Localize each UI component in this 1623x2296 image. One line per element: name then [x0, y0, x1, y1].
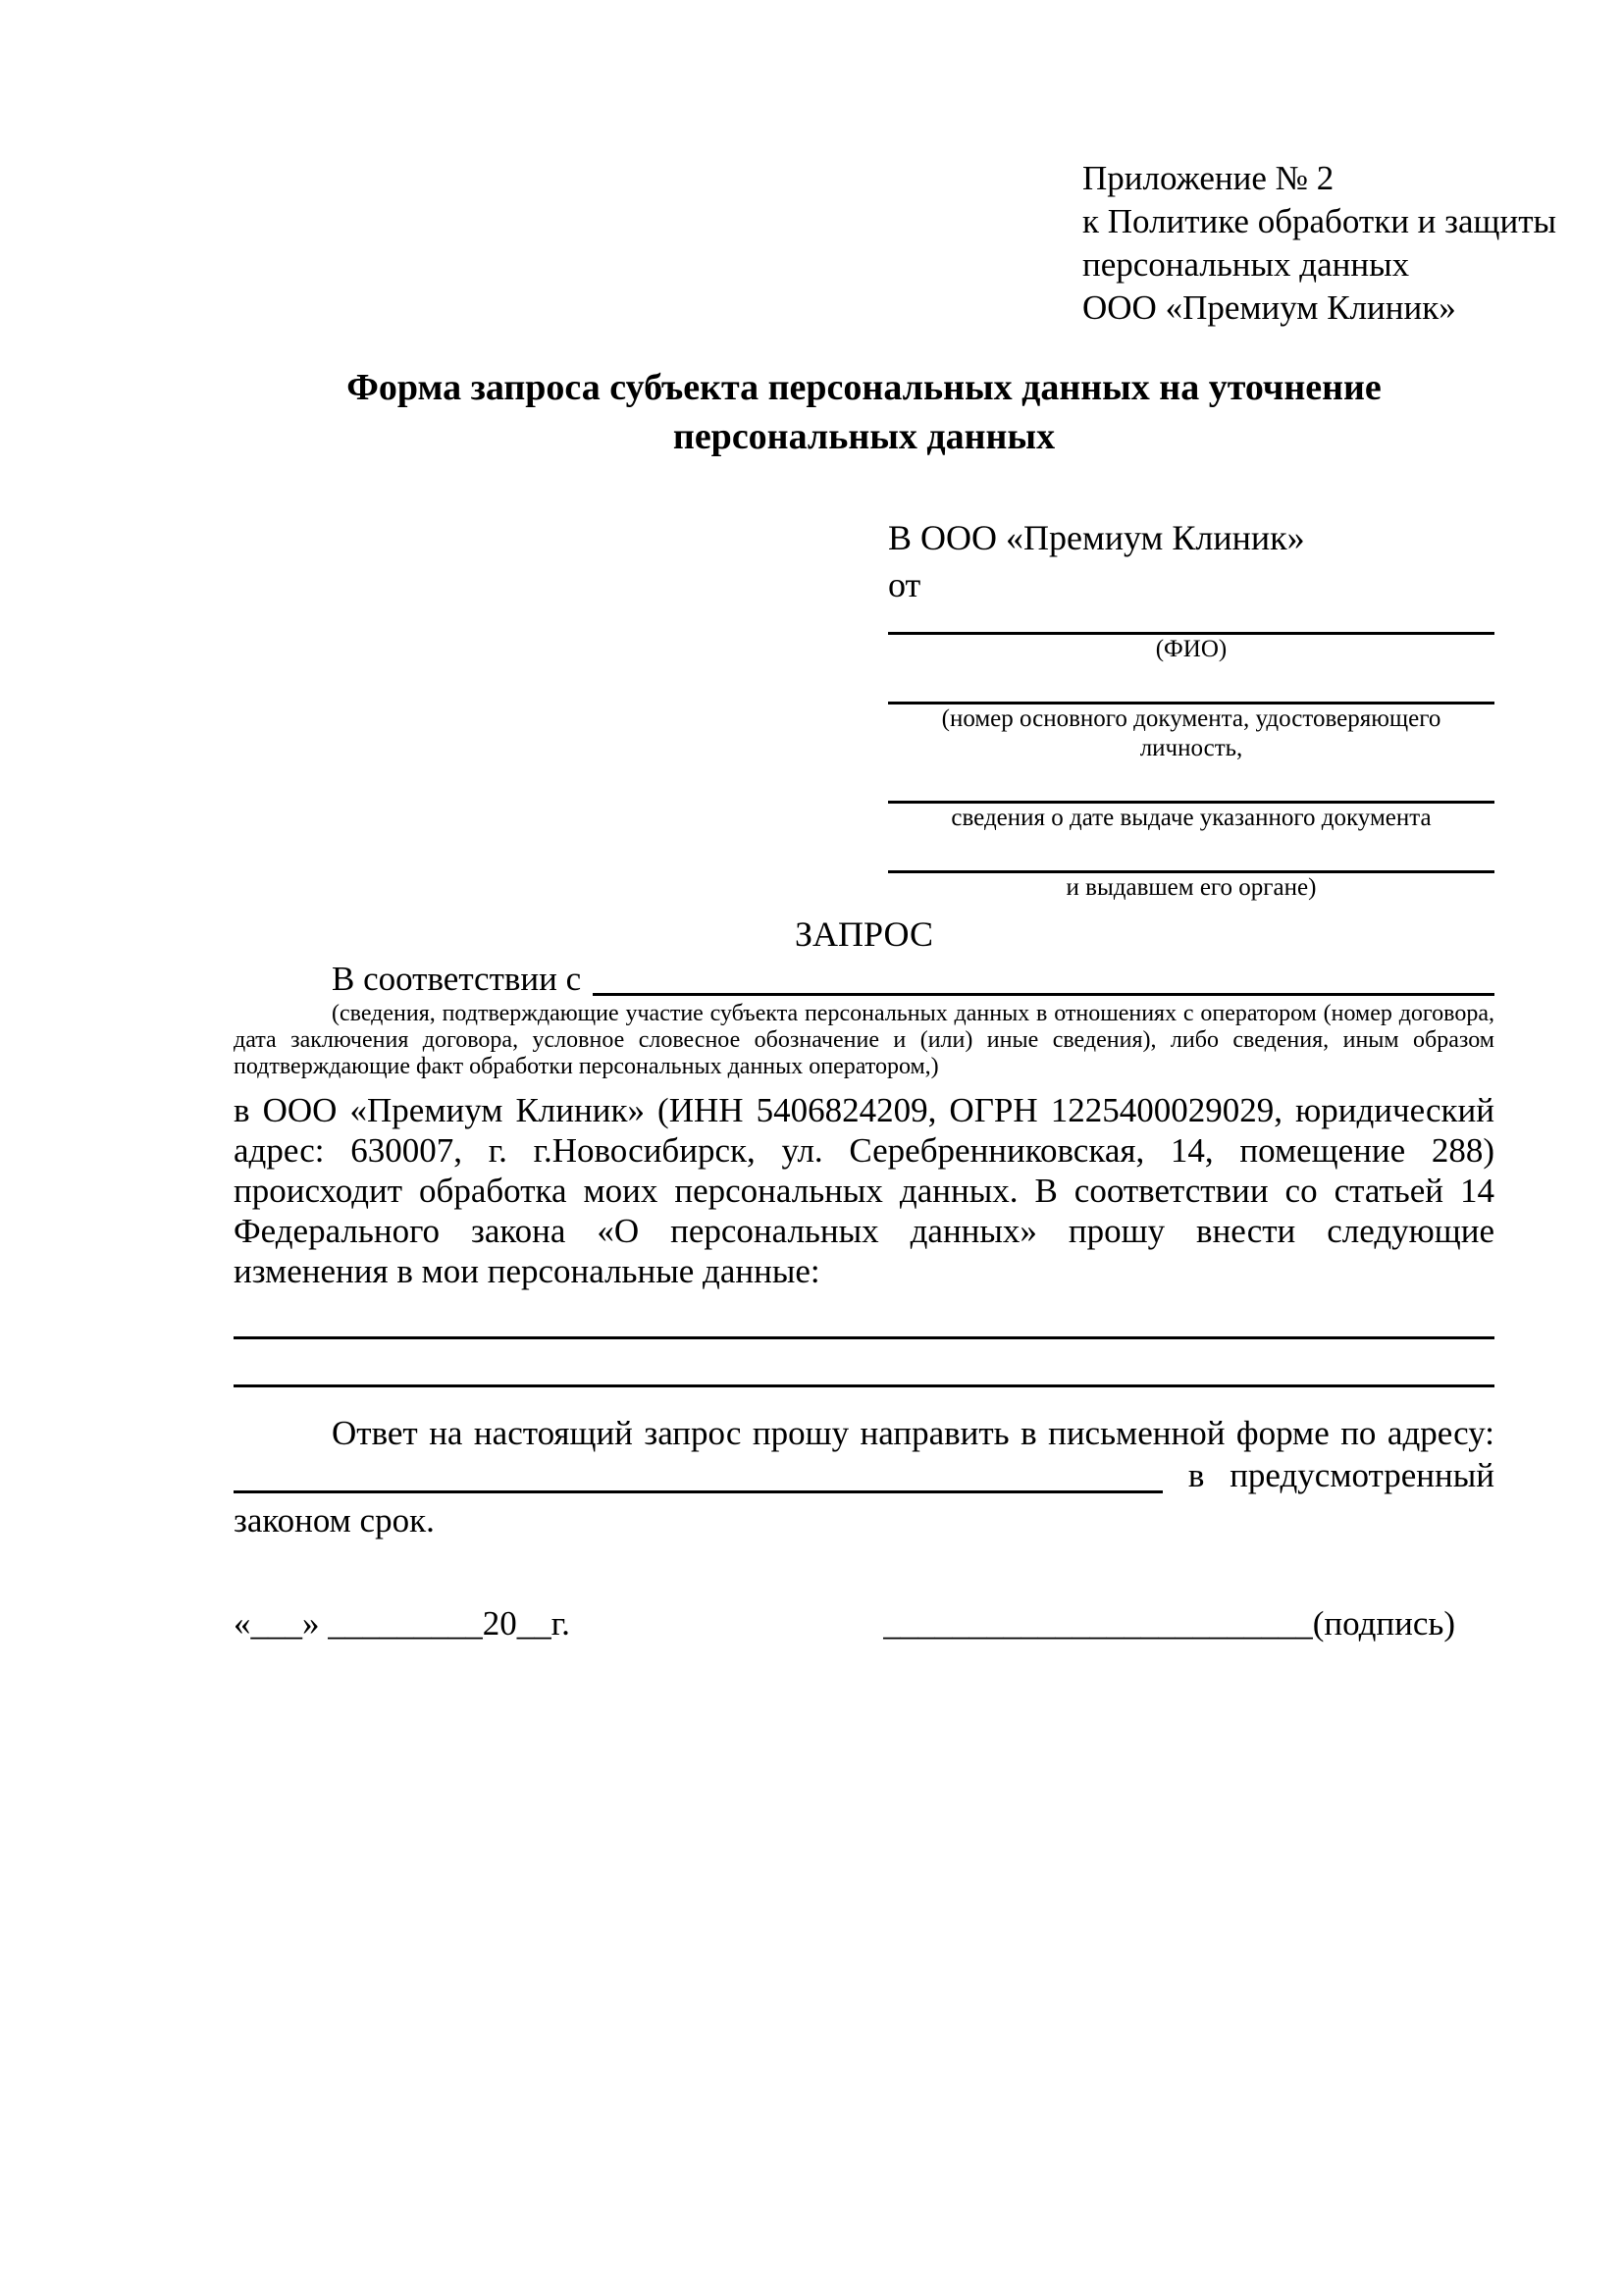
appendix-line: персональных данных [1082, 245, 1410, 284]
addressee-to: В ООО «Премиум Клиник» [888, 518, 1305, 557]
request-body-text: в ООО «Премиум Клиник» (ИНН 5406824209, ОГРН 1225400029029, юридический адрес: 630007, г. г.Новосибирск, ул. Серебренниковская, 14, помещение 288) происходит обработка моих персональных данных. В соответствии со статьей 14 Федерального закона «О персональных данных» прошу внести следующие изменения в мои персональные данные: [234, 1091, 1494, 1290]
reply-address-row [234, 1453, 1494, 1498]
reply-tail: законом срок. [234, 1501, 435, 1539]
signature-area [883, 1602, 1455, 1645]
fine-print-note: (сведения, подтверждающие участие субъекта персональных данных в отношениях с оператором (номер договора, дата заключения договора, условное словесное обозначение и (или) иные сведения), либо сведения, иным образом подтверждающие факт обработки персональных данных оператором,) [234, 1001, 1494, 1079]
appendix-line: Приложение № 2 [1082, 159, 1335, 197]
reply-address-blank-line [234, 1490, 1163, 1493]
issue-date-field [888, 801, 1494, 833]
date-line: «___» _________20__г. [234, 1604, 570, 1643]
data-changes-blank-line-2 [234, 1384, 1494, 1387]
footer-row [234, 1602, 1494, 1645]
signature-blank-line: _________________________ [883, 1604, 1313, 1643]
issuing-authority-field [888, 870, 1494, 903]
request-heading: ЗАПРОС [795, 914, 933, 954]
signature-caption: (подпись) [1312, 1604, 1455, 1643]
compliance-row [234, 958, 1494, 1001]
compliance-blank-line [593, 993, 1494, 996]
appendix-line: ООО «Премиум Клиник» [1082, 288, 1456, 327]
doc-number-caption: (номер основного документа, удостоверяющего личность, [941, 705, 1441, 761]
addressee-from-label: от [888, 565, 921, 604]
page-title: Форма запроса субъекта персональных данных на уточнение персональных данных [346, 367, 1382, 457]
addressee-block [888, 514, 1494, 903]
data-changes-blank-line-1 [234, 1336, 1494, 1339]
compliance-prefix: В соответствии с [332, 960, 582, 998]
issue-date-caption: сведения о дате выдаче указанного документа [951, 805, 1432, 831]
issuing-authority-caption: и выдавшем его органе) [1066, 874, 1317, 901]
appendix-header-block [1082, 157, 1557, 330]
doc-number-field [888, 702, 1494, 763]
fio-field [888, 632, 1494, 664]
reply-suffix-part1: в [1187, 1456, 1205, 1494]
appendix-line: к Политике обработки и защиты [1082, 202, 1557, 240]
reply-sentence: Ответ на настоящий запрос прошу направить в письменной форме по адресу: [332, 1414, 1494, 1452]
fio-caption: (ФИО) [1155, 636, 1228, 662]
reply-suffix-part2: предусмотренный [1230, 1456, 1494, 1494]
